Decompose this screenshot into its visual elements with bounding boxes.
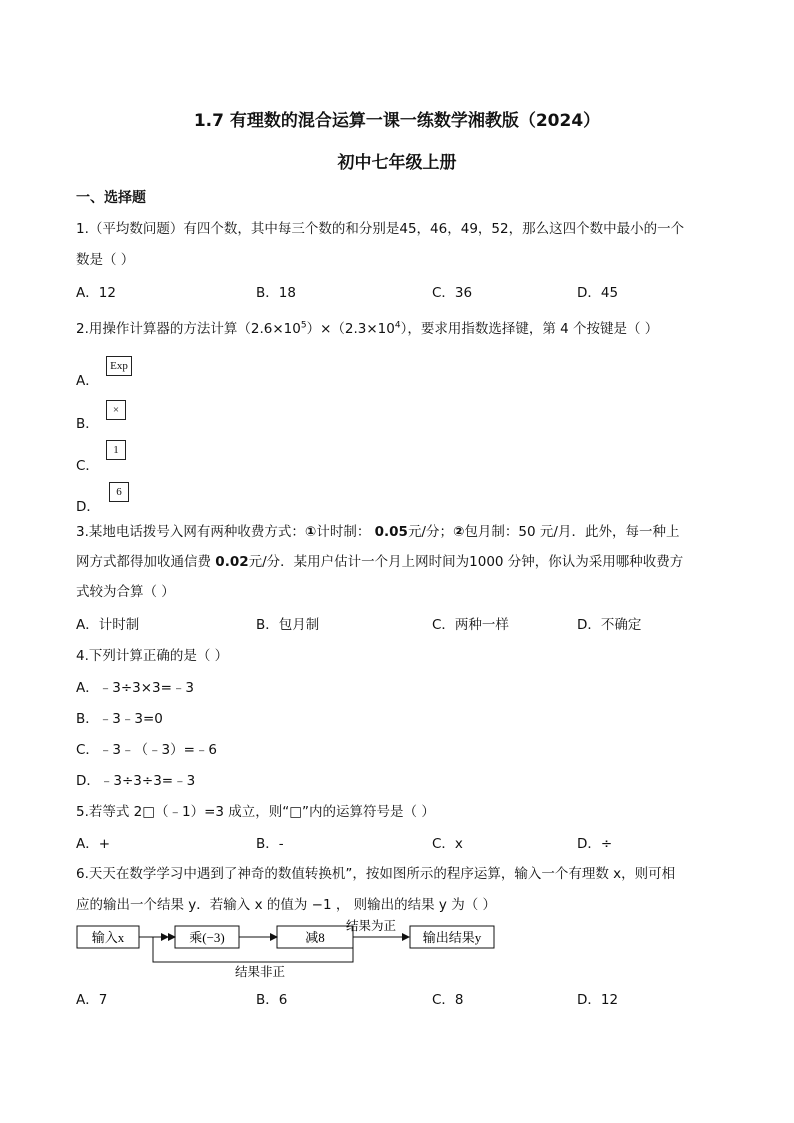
q4-stem: 4.下列计算正确的是（ ）	[76, 648, 229, 664]
q2-option-a-key: Exp	[106, 356, 132, 376]
q2-option-c-key: 1	[106, 440, 126, 460]
section-heading: 一、选择题	[76, 190, 146, 206]
q2-stem-part3: ），要求用指数选择键，第 4 个按键是（ ）	[400, 321, 659, 337]
q4-option-d: D．﹣3÷3÷3=﹣3	[76, 773, 196, 789]
q3-option-b: B．包月制	[256, 617, 320, 633]
q1-stem-line2: 数是（ ）	[76, 252, 135, 268]
q1-stem-line1: 1.（平均数问题）有四个数，其中每三个数的和分别是45，46，49，52，那么这四个数中最小的一个	[76, 221, 685, 237]
q3-option-c: C．两种一样	[432, 617, 509, 633]
q3-comm-fee: 0.02	[215, 554, 249, 570]
q1-option-b: B．18	[256, 285, 296, 301]
q2-exponent-2: 4	[394, 320, 401, 331]
q2-stem-part2: ）×（2.3×10	[306, 321, 395, 337]
q1-option-a: A．12	[76, 285, 116, 301]
q3-text: 3.某地电话拨号入网有两种收费方式：	[76, 524, 305, 540]
q2-exponent-1: 5	[300, 320, 307, 331]
worksheet-title: 1.7 有理数的混合运算一课一练数学湘教版（2024）	[193, 111, 601, 131]
q3-option-a: A．计时制	[76, 617, 140, 633]
q3-text: 包月制：50 元/月．此外，每一种上	[464, 524, 680, 540]
q3-text: 计时制：	[316, 524, 371, 540]
q6-stem-line2: 应的输出一个结果 y．若输入 x 的值为 −1 ， 则输出的结果 y 为（ ）	[76, 897, 496, 913]
q6-option-b: B．6	[256, 992, 288, 1008]
q6-flowchart	[70, 914, 510, 984]
q1-option-d: D．45	[577, 285, 619, 301]
circled-two: ②	[453, 524, 465, 540]
q3-stem-line2	[76, 550, 683, 570]
flow-input-label: 输入x	[91, 930, 125, 945]
flow-positive-label: 结果为正	[345, 919, 397, 933]
q2-option-b-key: ×	[106, 400, 126, 420]
q4-option-c: C．﹣3﹣（﹣3）=﹣6	[76, 742, 218, 758]
q3-stem-line1	[76, 520, 679, 540]
q5-option-b: B．-	[256, 836, 284, 852]
q5-option-a: A．+	[76, 836, 111, 852]
q3-text: 网方式都得加收通信费	[76, 554, 216, 570]
flow-subtract-label: 减8	[305, 930, 325, 945]
worksheet-subtitle: 初中七年级上册	[337, 153, 457, 173]
q3-stem-line3: 式较为合算（ ）	[76, 584, 175, 600]
q6-option-c: C．8	[432, 992, 464, 1008]
q5-stem: 5.若等式 2□（﹣1）=3 成立，则“□”内的运算符号是（ ）	[76, 804, 435, 820]
q2-option-b-letter: B．	[76, 416, 99, 432]
flow-multiply-label: 乘(−3)	[189, 930, 225, 945]
flow-output-label: 输出结果y	[422, 930, 482, 945]
q2-stem	[76, 317, 658, 337]
circled-one: ①	[304, 524, 317, 540]
q2-option-d-key: 6	[109, 482, 129, 502]
q3-option-d: D．不确定	[577, 617, 642, 633]
q6-option-d: D．12	[577, 992, 619, 1008]
q4-option-b: B．﹣3﹣3=0	[76, 711, 163, 727]
q3-rate-per-minute: 0.05	[374, 524, 408, 540]
q4-option-a: A．﹣3÷3×3=﹣3	[76, 680, 195, 696]
q3-text: 元/分．某用户估计一个月上网时间为1000 分钟，你认为采用哪种收费方	[248, 554, 684, 570]
q2-option-d-letter: D．	[76, 499, 100, 515]
q3-text: 元/分；	[407, 524, 453, 540]
q2-option-c-letter: C．	[76, 458, 99, 474]
q6-stem-line1: 6.天天在数学学习中遇到了神奇的数值转换机”，按如图所示的程序运算，输入一个有理数 x，则可相	[76, 866, 676, 882]
flow-nonpositive-label: 结果非正	[234, 965, 286, 979]
q2-option-a-letter: A．	[76, 373, 99, 389]
q1-option-c: C．36	[432, 285, 473, 301]
q5-option-c: C．x	[432, 836, 463, 852]
q5-option-d: D．÷	[577, 836, 613, 852]
q2-stem-part1: 2.用操作计算器的方法计算（2.6×10	[76, 321, 301, 337]
q6-option-a: A．7	[76, 992, 108, 1008]
